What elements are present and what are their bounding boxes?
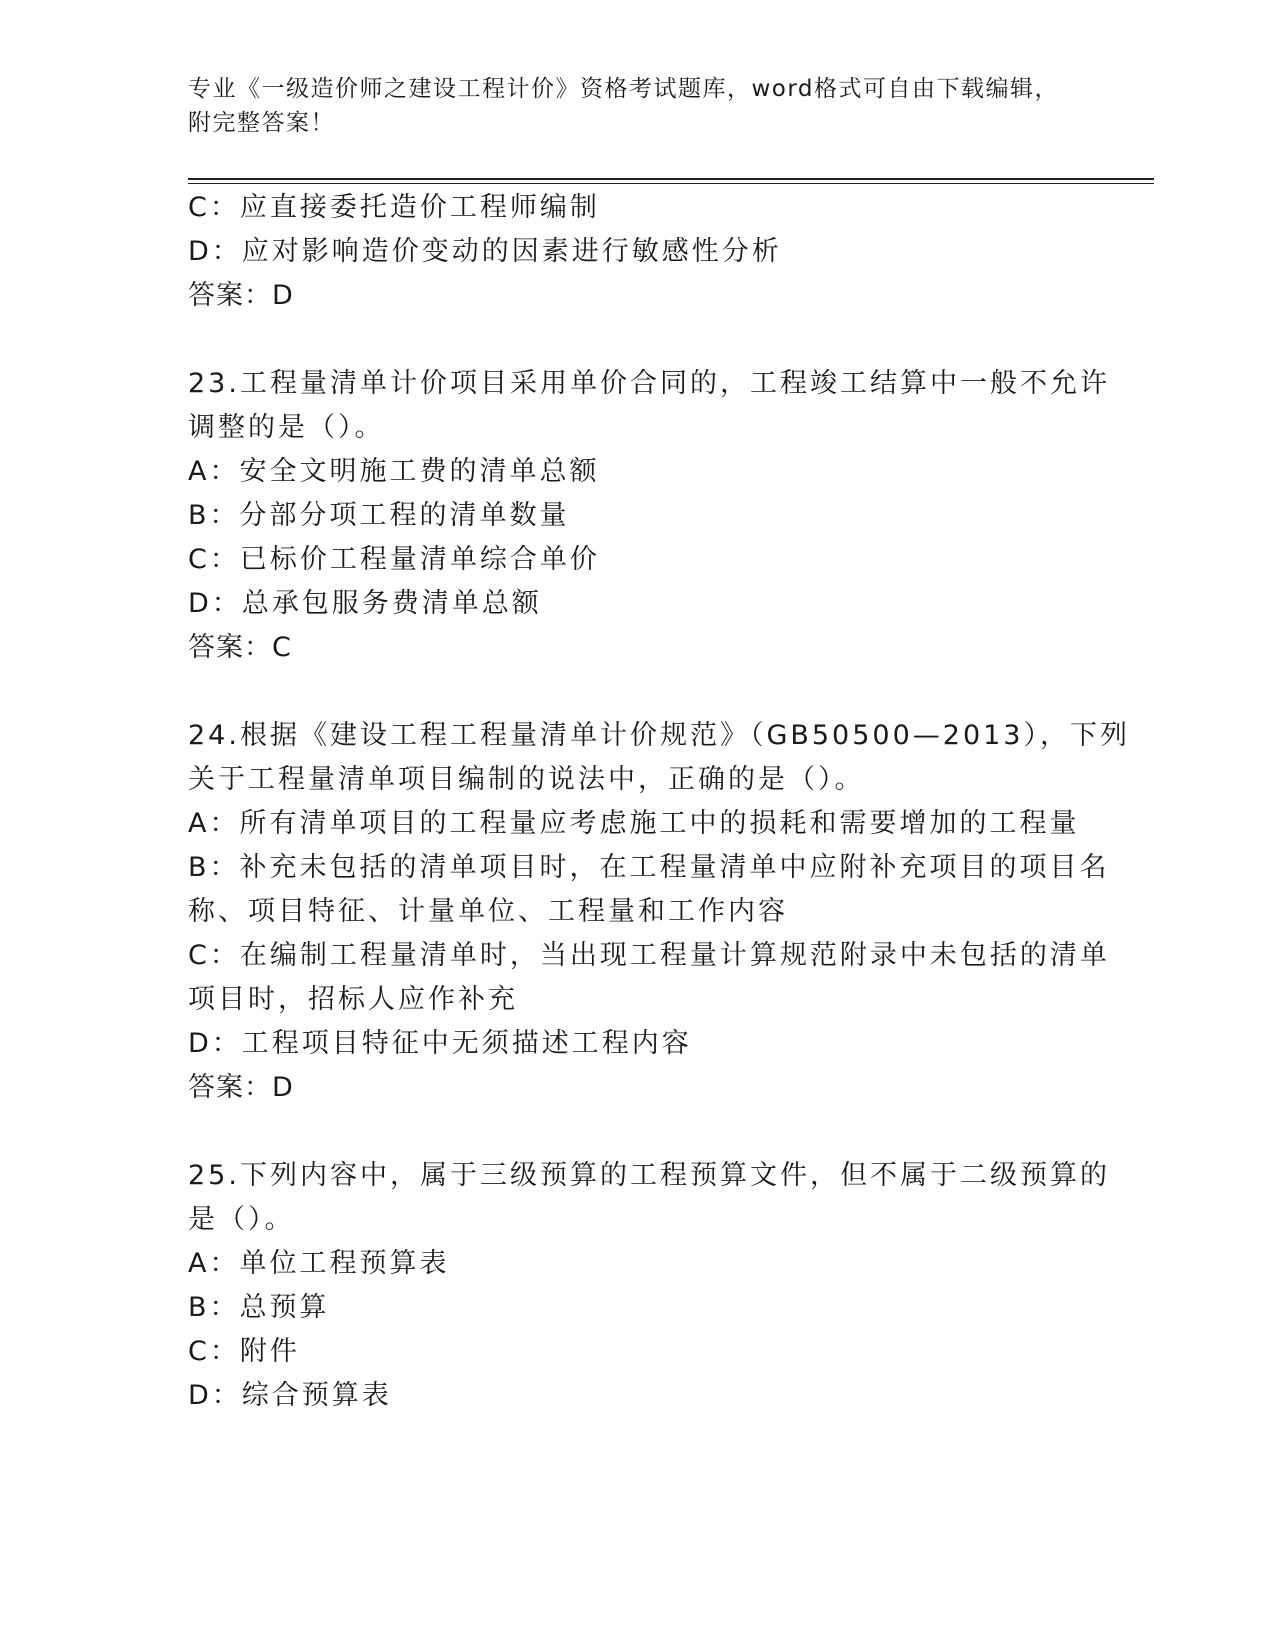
header-line-2: 附完整答案！ [188, 110, 335, 136]
q23-answer: 答案：C [188, 632, 292, 663]
q25-stem-line-1: 25.下列内容中，属于三级预算的工程预算文件，但不属于二级预算的 [188, 1160, 1110, 1191]
q25-option-a: A：单位工程预算表 [188, 1248, 450, 1279]
q25-option-c: C：附件 [188, 1336, 300, 1367]
prev-option-c: C：应直接委托造价工程师编制 [188, 192, 600, 223]
q25-stem-line-2: 是（）。 [188, 1204, 295, 1235]
q23-option-b: B：分部分项工程的清单数量 [188, 500, 570, 531]
document-header [188, 72, 1088, 140]
q24-option-a: A：所有清单项目的工程量应考虑施工中的损耗和需要增加的工程量 [188, 808, 1080, 839]
header-line-1: 专业《一级造价师之建设工程计价》资格考试题库，word格式可自由下载编辑， [188, 76, 1060, 102]
q25-option-b: B：总预算 [188, 1292, 330, 1323]
q24-stem-line-1: 24.根据《建设工程工程量清单计价规范》（GB50500—2013），下列 [188, 720, 1130, 751]
header-rule-thick [188, 178, 1154, 180]
q23-stem-line-2: 调整的是（）。 [188, 412, 385, 443]
q23-option-d: D：总承包服务费清单总额 [188, 588, 542, 619]
q23-stem-line-1: 23.工程量清单计价项目采用单价合同的，工程竣工结算中一般不允许 [188, 368, 1110, 399]
q24-stem-line-2: 关于工程量清单项目编制的说法中，正确的是（）。 [188, 764, 865, 795]
prev-option-d: D：应对影响造价变动的因素进行敏感性分析 [188, 236, 782, 267]
prev-answer: 答案：D [188, 280, 294, 311]
q24-option-d: D：工程项目特征中无须描述工程内容 [188, 1028, 692, 1059]
q24-option-b-line-1: B：补充未包括的清单项目时，在工程量清单中应附补充项目的项目名 [188, 852, 1110, 883]
q24-option-c-line-2: 项目时，招标人应作补充 [188, 984, 518, 1015]
q24-answer: 答案：D [188, 1072, 294, 1103]
q24-option-c-line-1: C：在编制工程量清单时，当出现工程量计算规范附录中未包括的清单 [188, 940, 1110, 971]
q25-option-d: D：综合预算表 [188, 1380, 392, 1411]
header-rule-thin [188, 183, 1154, 184]
q23-option-c: C：已标价工程量清单综合单价 [188, 544, 600, 575]
q24-option-b-line-2: 称、项目特征、计量单位、工程量和工作内容 [188, 896, 788, 927]
q23-option-a: A：安全文明施工费的清单总额 [188, 456, 600, 487]
